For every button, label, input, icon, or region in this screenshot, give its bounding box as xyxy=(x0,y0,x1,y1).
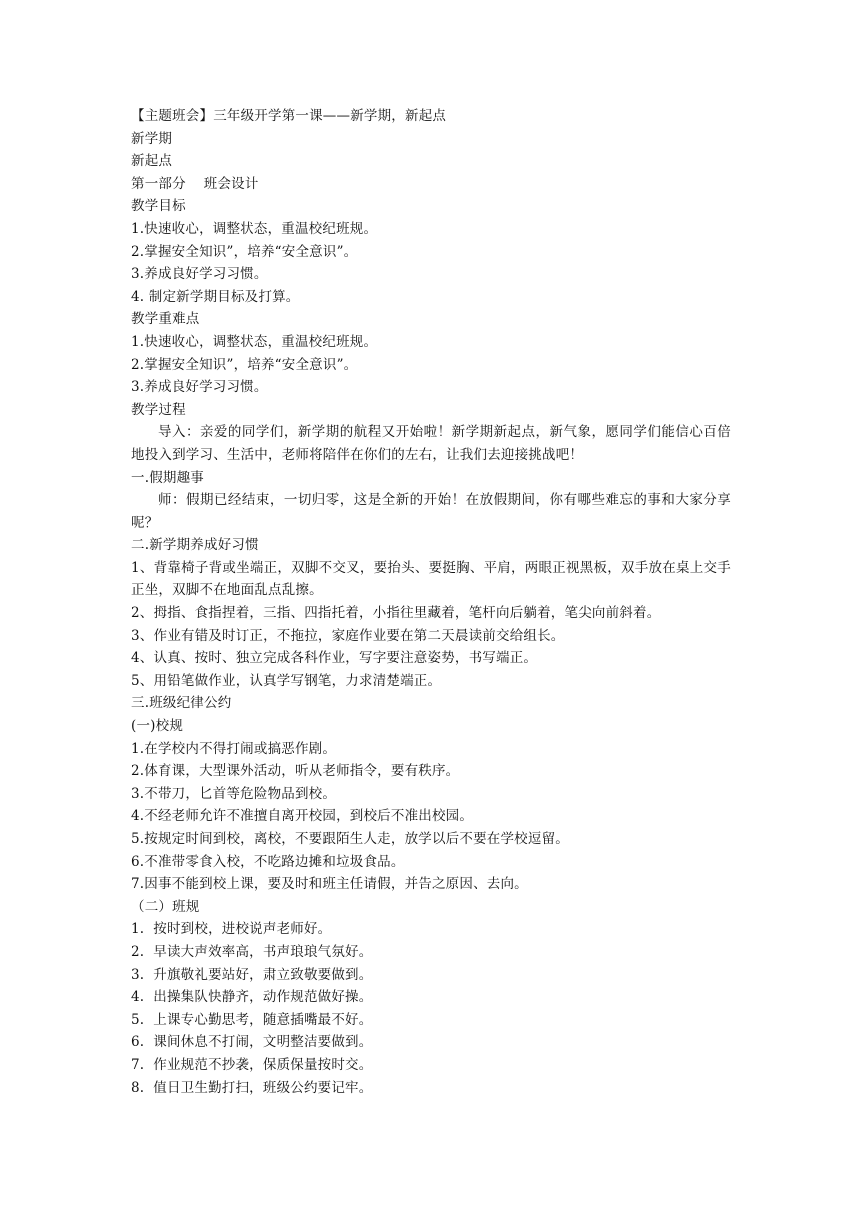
goal-item: 3.养成良好学习习惯。 xyxy=(131,266,268,283)
class-rule-item: 5. 上课专心勤思考，随意插嘴最不好。 xyxy=(131,1011,373,1028)
section2-heading: 二.新学期养成好习惯 xyxy=(131,537,259,554)
key-point-item: 1.快速收心，调整状态，重温校纪班规。 xyxy=(131,333,378,350)
subtitle-new-start: 新起点 xyxy=(131,153,173,170)
school-rule-item: 1.在学校内不得打闹或搞恶作剧。 xyxy=(131,740,337,757)
subtitle-new-term: 新学期 xyxy=(131,130,173,147)
school-rule-item: 6.不准带零食入校，不吃路边摊和垃圾食品。 xyxy=(131,853,405,870)
habit-item: 5、用铅笔做作业，认真学写钢笔，力求清楚端正。 xyxy=(131,672,442,689)
process-heading: 教学过程 xyxy=(131,401,186,418)
class-rule-item: 6. 课间休息不打闹，文明整洁要做到。 xyxy=(131,1034,373,1051)
class-rule-item: 7. 作业规范不抄袭，保质保量按时交。 xyxy=(131,1056,373,1073)
intro-paragraph: 导入：亲爱的同学们，新学期的航程又开始啦！新学期新起点，新气象，愿同学们能信心百倍地投入到学习、生活中，老师将陪伴在你们的左右，让我们去迎接挑战吧！ xyxy=(131,424,731,463)
key-point-item: 3.养成良好学习习惯。 xyxy=(131,379,268,396)
goal-item: 1.快速收心，调整状态，重温校纪班规。 xyxy=(131,220,378,237)
habit-item: 4、认真、按时、独立完成各科作业，写字要注意姿势，书写端正。 xyxy=(131,650,538,667)
section1-paragraph: 师：假期已经结束，一切归零，这是全新的开始！在放假期间，你有哪些难忘的事和大家分享呢？ xyxy=(131,492,731,531)
class-rule-item: 3. 升旗敬礼要站好，肃立致敬要做到。 xyxy=(131,966,373,983)
class-rule-item: 2. 早读大声效率高，书声琅琅气氛好。 xyxy=(131,943,373,960)
school-rule-item: 3.不带刀，匕首等危险物品到校。 xyxy=(131,785,337,802)
class-rule-item: 4. 出操集队快静齐，动作规范做好操。 xyxy=(131,989,373,1006)
school-rule-item: 4.不经老师允许不准擅自离开校园，到校后不准出校园。 xyxy=(131,808,474,825)
habit-item: 2、拇指、食指捏着，三指、四指托着，小指往里藏着，笔杆向后躺着，笔尖向前斜着。 xyxy=(131,605,661,622)
document-title: 【主题班会】三年级开学第一课——新学期，新起点 xyxy=(131,108,447,124)
document-page xyxy=(131,105,731,1099)
goals-heading: 教学目标 xyxy=(131,198,186,215)
habit-item: 1、背靠椅子背或坐端正，双脚不交叉，要抬头、要挺胸、平肩，两眼正视黑板，双手放在桌上交手正坐，双脚不在地面乱点乱擦。 xyxy=(131,559,731,599)
class-rule-item: 1. 按时到校，进校说声老师好。 xyxy=(131,921,332,938)
section1-heading: 一.假期趣事 xyxy=(131,469,204,486)
goal-item: 2.掌握安全知识”，培养“安全意识”。 xyxy=(131,243,358,260)
class-rules-heading: （二）班规 xyxy=(131,898,200,915)
class-rule-item: 8. 值日卫生勤打扫，班级公约要记牢。 xyxy=(131,1079,373,1096)
school-rule-item: 5.按规定时间到校，离校，不要跟陌生人走，放学以后不要在学校逗留。 xyxy=(131,831,569,847)
section3-heading: 三.班级纪律公约 xyxy=(131,695,232,712)
school-rule-item: 2.体育课，大型课外活动，听从老师指令，要有秩序。 xyxy=(131,763,460,780)
school-rules-heading: (一)校规 xyxy=(131,718,184,735)
part-heading: 第一部分 班会设计 xyxy=(131,175,259,192)
habit-item: 3、作业有错及时订正，不拖拉，家庭作业要在第二天晨读前交给组长。 xyxy=(131,627,565,644)
key-point-item: 2.掌握安全知识”，培养“安全意识”。 xyxy=(131,356,358,373)
school-rule-item: 7.因事不能到校上课，要及时和班主任请假，并告之原因、去向。 xyxy=(131,876,528,893)
goal-item: 4. 制定新学期目标及打算。 xyxy=(131,288,300,305)
key-points-heading: 教学重难点 xyxy=(131,311,200,328)
